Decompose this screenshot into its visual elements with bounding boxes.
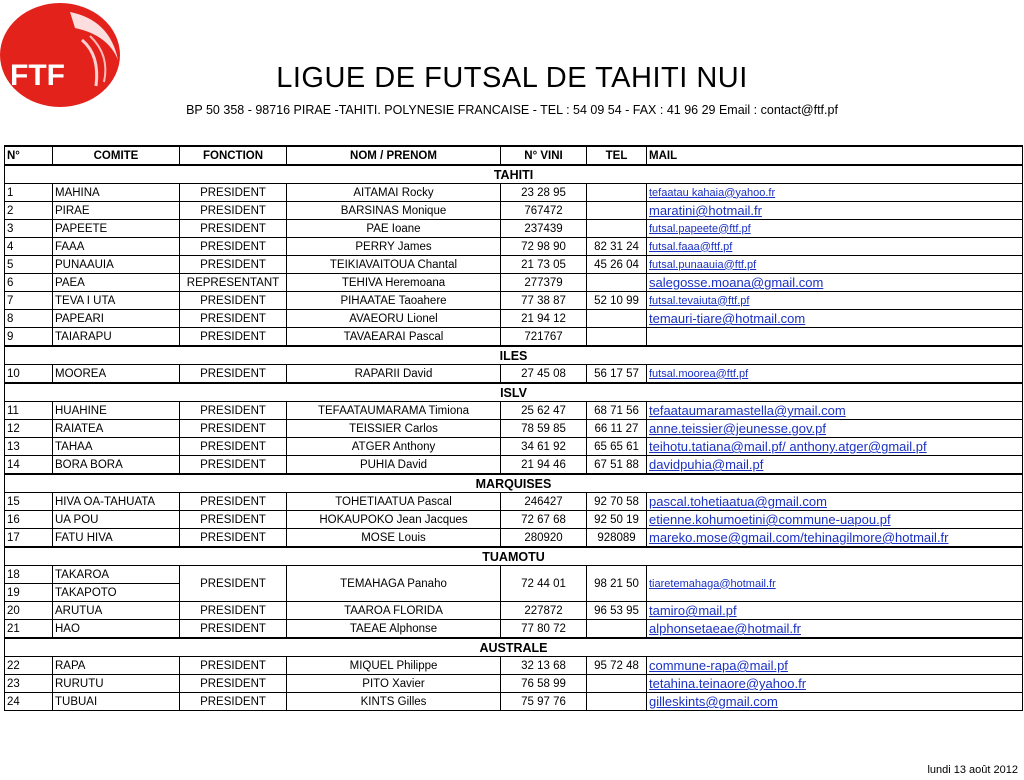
fonction-cell: PRESIDENT xyxy=(180,310,287,328)
mail-cell xyxy=(647,184,1023,202)
comite-cell: HIVA OA-TAHUATA xyxy=(53,493,180,511)
fonction-cell: PRESIDENT xyxy=(180,220,287,238)
table-row xyxy=(5,657,1023,675)
mail-cell xyxy=(647,202,1023,220)
section-header-row xyxy=(5,165,1023,184)
tel-cell: 98 21 50 xyxy=(587,566,647,602)
email-link[interactable]: salegosse.moana@gmail.com xyxy=(649,275,824,290)
table-row xyxy=(5,310,1023,328)
column-header: MAIL xyxy=(647,146,1023,165)
tel-cell: 52 10 99 xyxy=(587,292,647,310)
vini-cell: 280920 xyxy=(501,529,587,548)
row-number: 7 xyxy=(5,292,53,310)
fonction-cell: PRESIDENT xyxy=(180,256,287,274)
comite-cell: RAPA xyxy=(53,657,180,675)
page-title: LIGUE DE FUTSAL DE TAHITI NUI xyxy=(276,62,748,94)
tel-cell xyxy=(587,220,647,238)
mail-cell xyxy=(647,438,1023,456)
fonction-cell: PRESIDENT xyxy=(180,365,287,384)
email-link[interactable]: futsal.moorea@ftf.pf xyxy=(649,367,749,380)
name-cell: PAE Ioane xyxy=(287,220,501,238)
column-header: N° xyxy=(5,146,53,165)
row-number: 2 xyxy=(5,202,53,220)
email-link[interactable]: davidpuhia@mail.pf xyxy=(649,457,764,472)
tel-cell: 95 72 48 xyxy=(587,657,647,675)
tel-cell xyxy=(587,184,647,202)
comite-cell: HUAHINE xyxy=(53,402,180,420)
tel-cell: 92 50 19 xyxy=(587,511,647,529)
table-row xyxy=(5,202,1023,220)
name-cell: MIQUEL Philippe xyxy=(287,657,501,675)
section-title: TAHITI xyxy=(5,165,1023,184)
row-number: 24 xyxy=(5,693,53,711)
name-cell: TOHETIAATUA Pascal xyxy=(287,493,501,511)
email-link[interactable]: temauri-tiare@hotmail.com xyxy=(649,311,806,326)
fonction-cell: PRESIDENT xyxy=(180,420,287,438)
vini-cell: 767472 xyxy=(501,202,587,220)
email-link[interactable]: futsal.faaa@ftf.pf xyxy=(649,240,733,253)
mail-cell xyxy=(647,310,1023,328)
vini-cell: 77 80 72 xyxy=(501,620,587,639)
column-header: N° VINI xyxy=(501,146,587,165)
tel-cell: 65 65 61 xyxy=(587,438,647,456)
row-number: 18 xyxy=(5,566,53,584)
vini-cell: 78 59 85 xyxy=(501,420,587,438)
comite-cell: TAHAA xyxy=(53,438,180,456)
row-number: 9 xyxy=(5,328,53,347)
vini-cell: 277379 xyxy=(501,274,587,292)
row-number: 5 xyxy=(5,256,53,274)
name-cell: TEISSIER Carlos xyxy=(287,420,501,438)
column-header: NOM / PRENOM xyxy=(287,146,501,165)
fonction-cell: PRESIDENT xyxy=(180,438,287,456)
table-row xyxy=(5,456,1023,475)
mail-cell xyxy=(647,420,1023,438)
fonction-cell: PRESIDENT xyxy=(180,511,287,529)
name-cell: RAPARII David xyxy=(287,365,501,384)
tel-cell xyxy=(587,620,647,639)
email-link[interactable]: tetahina.teinaore@yahoo.fr xyxy=(649,676,807,691)
row-number: 17 xyxy=(5,529,53,548)
email-link[interactable]: futsal.punaauia@ftf.pf xyxy=(649,258,757,271)
name-cell: MOSE Louis xyxy=(287,529,501,548)
tel-cell: 92 70 58 xyxy=(587,493,647,511)
comite-cell: FATU HIVA xyxy=(53,529,180,548)
section-header-row xyxy=(5,383,1023,402)
comite-cell: RURUTU xyxy=(53,675,180,693)
mail-cell xyxy=(647,620,1023,639)
row-number: 11 xyxy=(5,402,53,420)
row-number: 6 xyxy=(5,274,53,292)
vini-cell: 21 73 05 xyxy=(501,256,587,274)
email-link[interactable]: futsal.tevaiuta@ftf.pf xyxy=(649,294,750,307)
email-link[interactable]: tiaretemahaga@hotmail.fr xyxy=(649,577,776,590)
mail-cell xyxy=(647,675,1023,693)
fonction-cell: PRESIDENT xyxy=(180,402,287,420)
vini-cell: 76 58 99 xyxy=(501,675,587,693)
row-number: 12 xyxy=(5,420,53,438)
name-cell: PIHAATAE Taoahere xyxy=(287,292,501,310)
vini-cell: 21 94 12 xyxy=(501,310,587,328)
table-row xyxy=(5,620,1023,639)
table-row xyxy=(5,328,1023,347)
tel-cell: 96 53 95 xyxy=(587,602,647,620)
fonction-cell: PRESIDENT xyxy=(180,456,287,475)
table-row xyxy=(5,566,1023,584)
mail-cell xyxy=(647,402,1023,420)
table-row xyxy=(5,693,1023,711)
vini-cell: 77 38 87 xyxy=(501,292,587,310)
section-title: ILES xyxy=(5,346,1023,365)
tel-cell: 45 26 04 xyxy=(587,256,647,274)
row-number: 10 xyxy=(5,365,53,384)
vini-cell: 72 44 01 xyxy=(501,566,587,602)
name-cell: HOKAUPOKO Jean Jacques xyxy=(287,511,501,529)
vini-cell: 34 61 92 xyxy=(501,438,587,456)
logo-text: FTF xyxy=(10,59,65,92)
comite-cell: TAKAPOTO xyxy=(53,584,180,602)
mail-cell xyxy=(647,511,1023,529)
section-header-row xyxy=(5,346,1023,365)
row-number: 19 xyxy=(5,584,53,602)
row-number: 4 xyxy=(5,238,53,256)
section-title: TUAMOTU xyxy=(5,547,1023,566)
comite-cell: FAAA xyxy=(53,238,180,256)
name-cell: TEMAHAGA Panaho xyxy=(287,566,501,602)
tel-cell: 928089 xyxy=(587,529,647,548)
comite-cell: HAO xyxy=(53,620,180,639)
mail-cell xyxy=(647,365,1023,384)
vini-cell: 72 98 90 xyxy=(501,238,587,256)
fonction-cell: PRESIDENT xyxy=(180,202,287,220)
comite-cell: PIRAE xyxy=(53,202,180,220)
email-link[interactable]: futsal.papeete@ftf.pf xyxy=(649,222,751,235)
comite-cell: PUNAAUIA xyxy=(53,256,180,274)
comite-cell: MOOREA xyxy=(53,365,180,384)
row-number: 1 xyxy=(5,184,53,202)
mail-cell xyxy=(647,274,1023,292)
vini-cell: 721767 xyxy=(501,328,587,347)
mail-cell xyxy=(647,602,1023,620)
table-row xyxy=(5,402,1023,420)
mail-cell xyxy=(647,292,1023,310)
vini-cell: 25 62 47 xyxy=(501,402,587,420)
comite-cell: TEVA I UTA xyxy=(53,292,180,310)
name-cell: TEHIVA Heremoana xyxy=(287,274,501,292)
tel-cell xyxy=(587,675,647,693)
comite-cell: TUBUAI xyxy=(53,693,180,711)
section-header-row xyxy=(5,474,1023,493)
row-number: 22 xyxy=(5,657,53,675)
email-link[interactable]: mareko.mose@gmail.com/tehinagilmore@hotmail.fr xyxy=(649,530,949,545)
column-header: COMITE xyxy=(53,146,180,165)
table-row xyxy=(5,420,1023,438)
email-link[interactable]: tefaataumaramastella@ymail.com xyxy=(649,403,846,418)
email-link[interactable]: tefaatau kahaia@yahoo.fr xyxy=(649,186,776,199)
comite-cell: PAPEETE xyxy=(53,220,180,238)
table-header-row xyxy=(5,146,1023,165)
contacts-table xyxy=(4,145,1023,711)
tel-cell xyxy=(587,328,647,347)
row-number: 21 xyxy=(5,620,53,639)
mail-cell xyxy=(647,566,1023,602)
email-link[interactable]: anne.teissier@jeunesse.gov.pf xyxy=(649,421,827,436)
name-cell: PUHIA David xyxy=(287,456,501,475)
tel-cell: 56 17 57 xyxy=(587,365,647,384)
table-row xyxy=(5,493,1023,511)
name-cell: TAEAE Alphonse xyxy=(287,620,501,639)
fonction-cell: PRESIDENT xyxy=(180,184,287,202)
comite-cell: UA POU xyxy=(53,511,180,529)
tel-cell xyxy=(587,310,647,328)
email-link[interactable]: pascal.tohetiaatua@gmail.com xyxy=(649,494,827,509)
vini-cell: 23 28 95 xyxy=(501,184,587,202)
fonction-cell: PRESIDENT xyxy=(180,493,287,511)
mail-cell xyxy=(647,456,1023,475)
name-cell: TAVAEARAI Pascal xyxy=(287,328,501,347)
fonction-cell: PRESIDENT xyxy=(180,292,287,310)
page-subtitle: BP 50 358 - 98716 PIRAE -TAHITI. POLYNESIE FRANCAISE - TEL : 54 09 54 - FAX : 41 96 29 Email : contact@ftf.pf xyxy=(186,103,838,117)
email-link[interactable]: alphonsetaeae@hotmail.fr xyxy=(649,621,801,636)
mail-cell xyxy=(647,493,1023,511)
email-link[interactable]: gilleskints@gmail.com xyxy=(649,694,778,709)
mail-cell xyxy=(647,328,1023,347)
name-cell: PERRY James xyxy=(287,238,501,256)
table-row xyxy=(5,511,1023,529)
fonction-cell: PRESIDENT xyxy=(180,566,287,602)
fonction-cell: PRESIDENT xyxy=(180,620,287,639)
section-title: MARQUISES xyxy=(5,474,1023,493)
name-cell: KINTS Gilles xyxy=(287,693,501,711)
mail-cell xyxy=(647,238,1023,256)
table-row xyxy=(5,438,1023,456)
mail-cell xyxy=(647,220,1023,238)
mail-cell xyxy=(647,693,1023,711)
name-cell: TEFAATAUMARAMA Timiona xyxy=(287,402,501,420)
fonction-cell: PRESIDENT xyxy=(180,657,287,675)
email-link[interactable]: tamiro@mail.pf xyxy=(649,603,737,618)
row-number: 8 xyxy=(5,310,53,328)
email-link[interactable]: etienne.kohumoetini@commune-uapou.pf xyxy=(649,512,891,527)
row-number: 23 xyxy=(5,675,53,693)
column-header: FONCTION xyxy=(180,146,287,165)
tel-cell: 82 31 24 xyxy=(587,238,647,256)
row-number: 16 xyxy=(5,511,53,529)
comite-cell: PAEA xyxy=(53,274,180,292)
table-row xyxy=(5,220,1023,238)
comite-cell: MAHINA xyxy=(53,184,180,202)
tel-cell xyxy=(587,202,647,220)
table-row xyxy=(5,292,1023,310)
name-cell: AVAEORU Lionel xyxy=(287,310,501,328)
vini-cell: 246427 xyxy=(501,493,587,511)
name-cell: ATGER Anthony xyxy=(287,438,501,456)
row-number: 14 xyxy=(5,456,53,475)
vini-cell: 72 67 68 xyxy=(501,511,587,529)
name-cell: TEIKIAVAITOUA Chantal xyxy=(287,256,501,274)
comite-cell: TAIARAPU xyxy=(53,328,180,347)
comite-cell: TAKAROA xyxy=(53,566,180,584)
tel-cell xyxy=(587,274,647,292)
name-cell: AITAMAI Rocky xyxy=(287,184,501,202)
comite-cell: ARUTUA xyxy=(53,602,180,620)
table-row xyxy=(5,365,1023,384)
section-header-row xyxy=(5,638,1023,657)
vini-cell: 27 45 08 xyxy=(501,365,587,384)
vini-cell: 237439 xyxy=(501,220,587,238)
email-link[interactable]: teihotu.tatiana@mail.pf/ anthony.atger@gmail.pf xyxy=(649,439,927,454)
email-link[interactable]: commune-rapa@mail.pf xyxy=(649,658,788,673)
comite-cell: BORA BORA xyxy=(53,456,180,475)
fonction-cell: PRESIDENT xyxy=(180,675,287,693)
fonction-cell: PRESIDENT xyxy=(180,238,287,256)
mail-cell xyxy=(647,657,1023,675)
email-link[interactable]: maratini@hotmail.fr xyxy=(649,203,762,218)
fonction-cell: PRESIDENT xyxy=(180,529,287,548)
comite-cell: PAPEARI xyxy=(53,310,180,328)
section-title: ISLV xyxy=(5,383,1023,402)
row-number: 3 xyxy=(5,220,53,238)
mail-cell xyxy=(647,256,1023,274)
tel-cell: 68 71 56 xyxy=(587,402,647,420)
tel-cell xyxy=(587,693,647,711)
table-row xyxy=(5,602,1023,620)
vini-cell: 21 94 46 xyxy=(501,456,587,475)
table-row xyxy=(5,256,1023,274)
fonction-cell: REPRESENTANT xyxy=(180,274,287,292)
fonction-cell: PRESIDENT xyxy=(180,602,287,620)
section-header-row xyxy=(5,547,1023,566)
name-cell: TAAROA FLORIDA xyxy=(287,602,501,620)
mail-cell xyxy=(647,529,1023,548)
document-date: lundi 13 août 2012 xyxy=(927,764,1018,776)
comite-cell: RAIATEA xyxy=(53,420,180,438)
table-row xyxy=(5,274,1023,292)
tel-cell: 67 51 88 xyxy=(587,456,647,475)
name-cell: BARSINAS Monique xyxy=(287,202,501,220)
row-number: 15 xyxy=(5,493,53,511)
name-cell: PITO Xavier xyxy=(287,675,501,693)
vini-cell: 227872 xyxy=(501,602,587,620)
fonction-cell: PRESIDENT xyxy=(180,693,287,711)
column-header: TEL xyxy=(587,146,647,165)
vini-cell: 75 97 76 xyxy=(501,693,587,711)
fonction-cell: PRESIDENT xyxy=(180,328,287,347)
row-number: 13 xyxy=(5,438,53,456)
table-row xyxy=(5,238,1023,256)
row-number: 20 xyxy=(5,602,53,620)
section-title: AUSTRALE xyxy=(5,638,1023,657)
table-row xyxy=(5,529,1023,548)
table-row xyxy=(5,184,1023,202)
tel-cell: 66 11 27 xyxy=(587,420,647,438)
table-row xyxy=(5,675,1023,693)
vini-cell: 32 13 68 xyxy=(501,657,587,675)
